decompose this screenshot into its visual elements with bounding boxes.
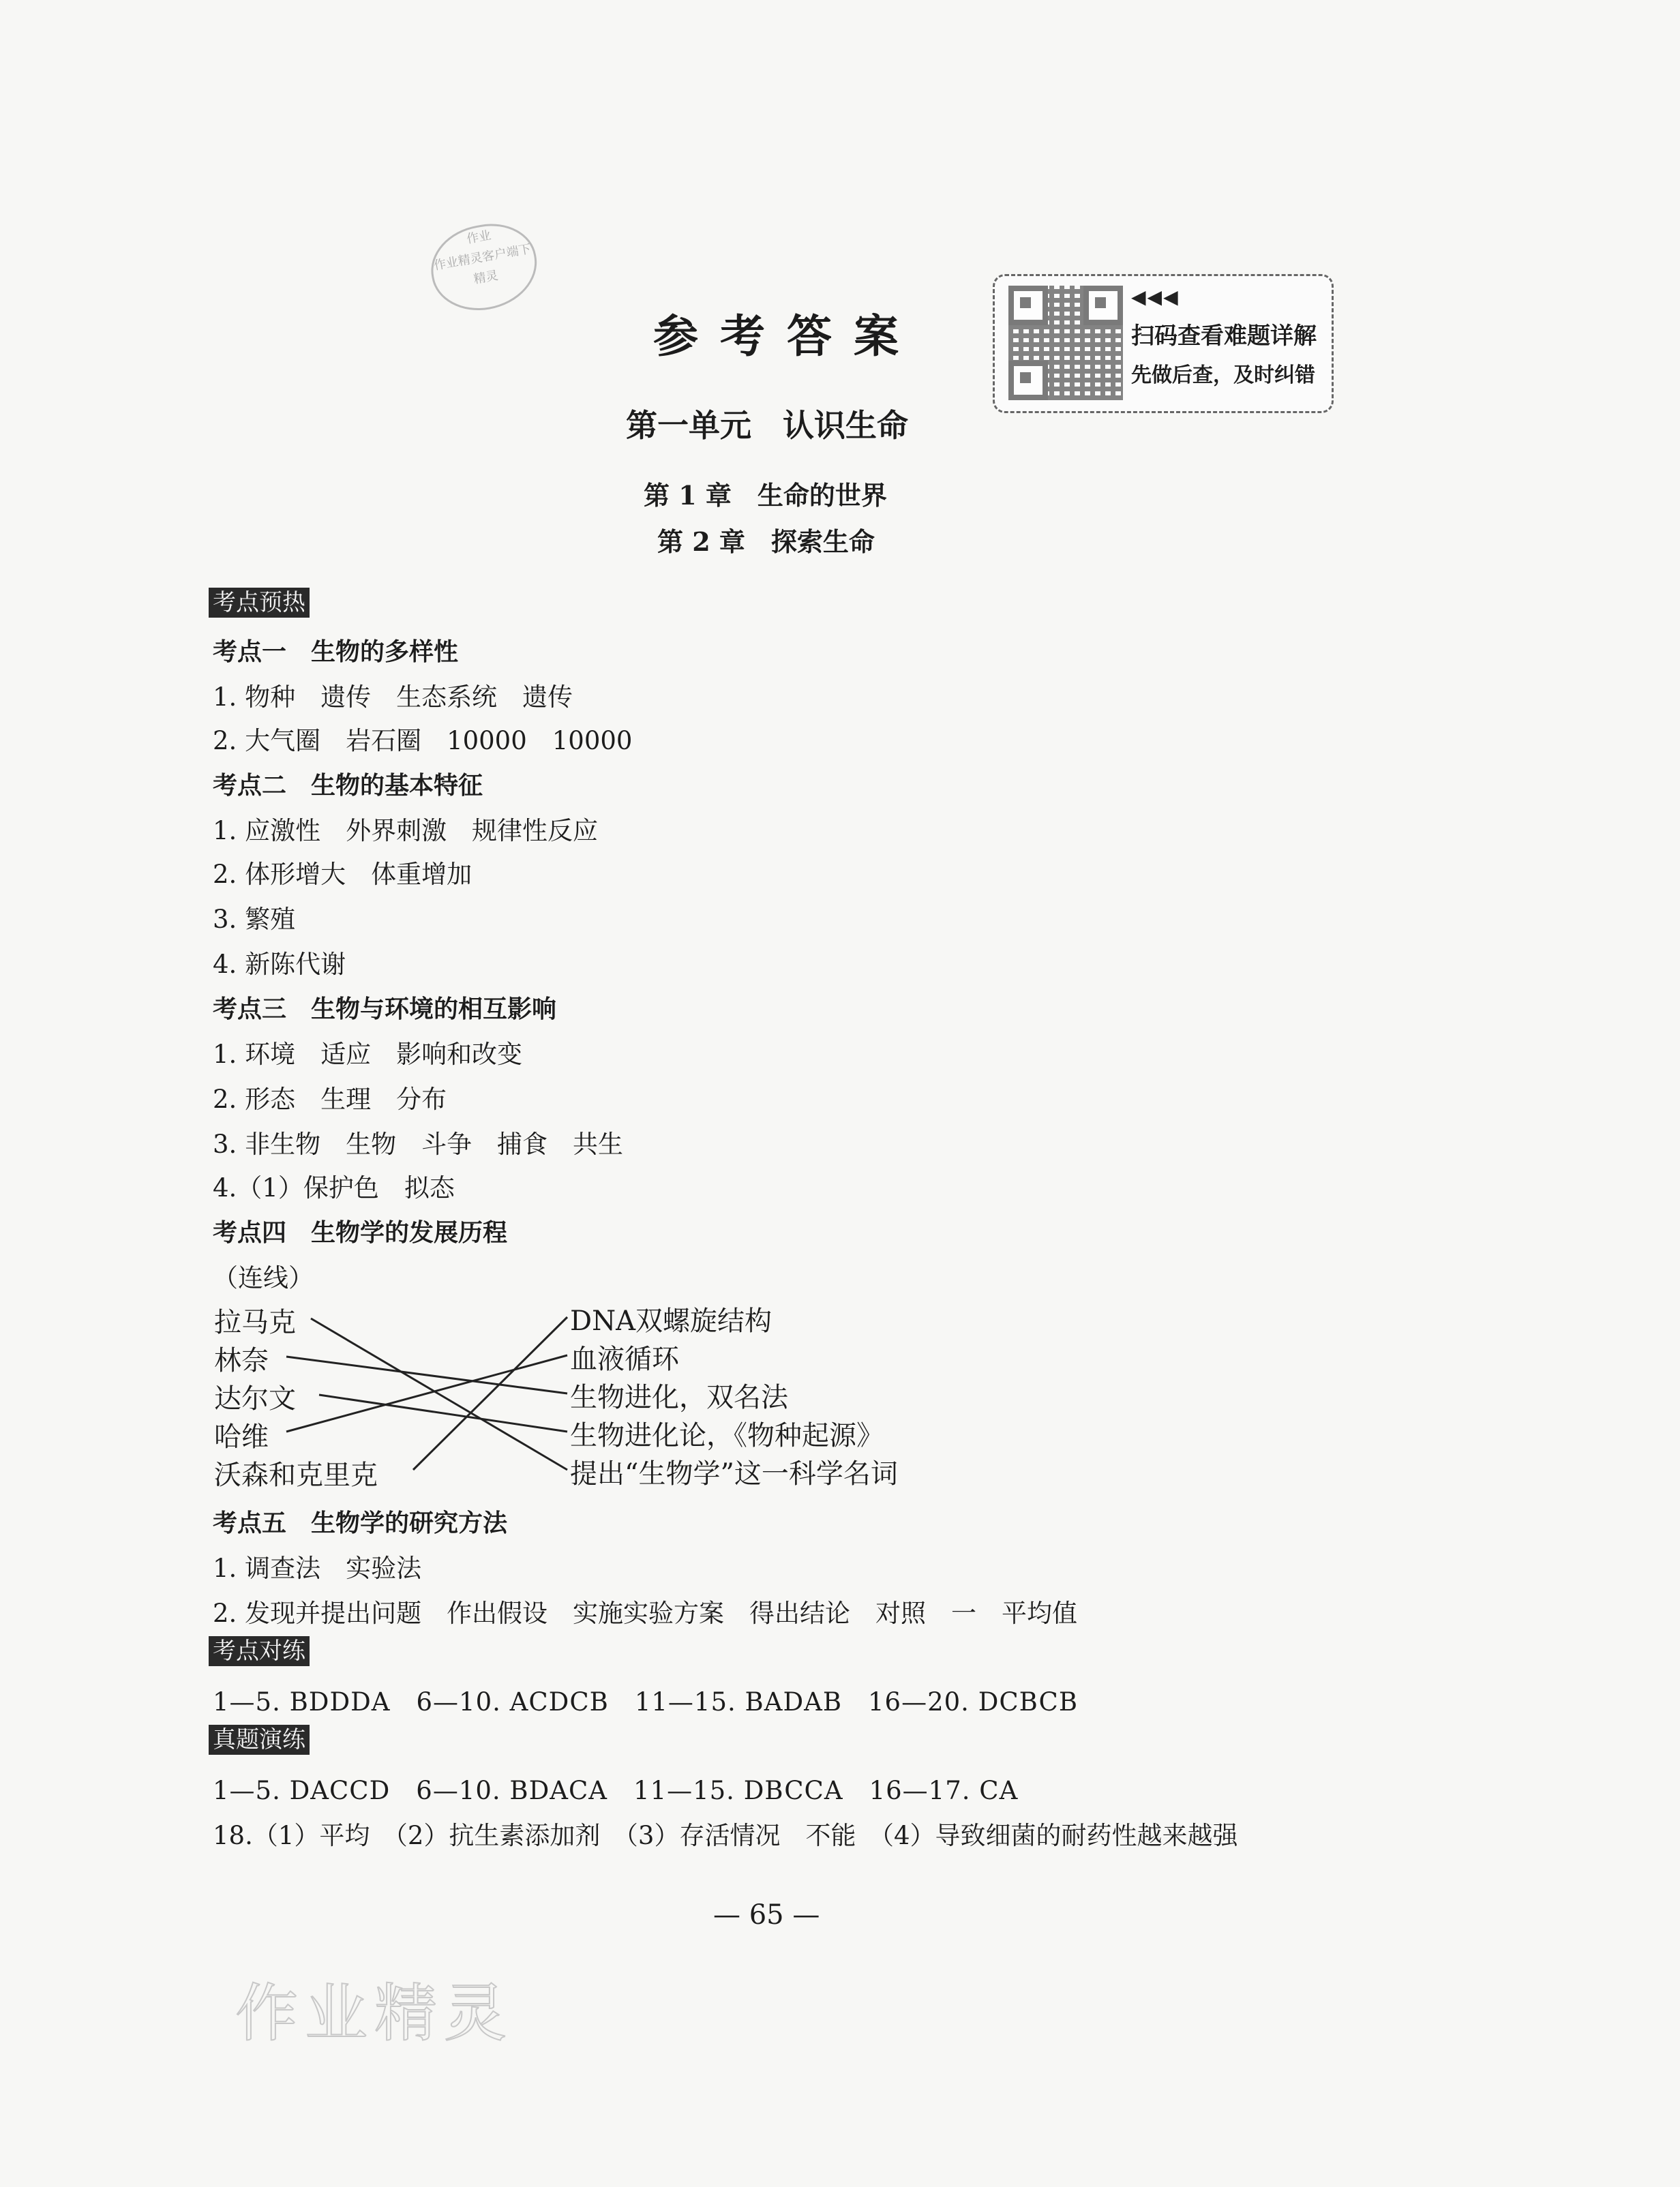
match-line-lamarck (311, 1318, 567, 1470)
match-right-item: 提出“生物学”这一科学名词 (570, 1458, 898, 1490)
kd5-item: 2. 发现并提出问题 作出假设 实施实验方案 得出结论 对照 一 平均值 (213, 1599, 1078, 1628)
unit-heading: 第一单元 认识生命 (626, 407, 908, 444)
practice-answers: 1—5. BDDDA 6—10. ACDCB 11—15. BADAB 16—20. DCBCB (213, 1687, 1079, 1717)
chapter-heading-1: 第 1 章 生命的世界 (644, 480, 887, 511)
qr-caption: 扫码查看难题详解 (1131, 322, 1317, 350)
qr-subcaption: 先做后查，及时纠错 (1131, 363, 1315, 387)
exam-q18: 18.（1）平均 （2）抗生素添加剂 （3）存活情况 不能 （4）导致细菌的耐药性越来越强 (213, 1821, 1238, 1850)
page-title: 参考答案 (653, 310, 920, 363)
match-left-item: 哈维 (214, 1421, 269, 1453)
exam-answers: 1—5. DACCD 6—10. BDACA 11—15. DBCCA 16—17. CA (213, 1776, 1019, 1805)
stamp-line3: 精灵 (472, 268, 500, 287)
kd3-title: 考点三 生物与环境的相互影响 (213, 995, 557, 1023)
kd1-item: 2. 大气圈 岩石圈 10000 10000 (213, 726, 633, 755)
section-label-preheat: 考点预热 (209, 588, 310, 618)
match-left-item: 拉马克 (214, 1307, 296, 1338)
kd3-item: 1. 环境 适应 影响和改变 (213, 1040, 523, 1069)
kd4-note: （连线） (213, 1263, 314, 1293)
stamp-line2: 作业精灵客户端下 (432, 241, 532, 273)
kd2-item: 4. 新陈代谢 (213, 950, 346, 979)
section-label-exam: 真题演练 (209, 1725, 310, 1755)
page-number: — 65 — (713, 1899, 820, 1931)
kd2-item: 3. 繁殖 (213, 905, 296, 934)
watermark: 作业精灵 (235, 1977, 514, 2050)
kd4-title: 考点四 生物学的发展历程 (213, 1219, 508, 1247)
match-line-harvey (286, 1355, 567, 1432)
kd1-item: 1. 物种 遗传 生态系统 遗传 (213, 682, 573, 712)
match-right-item: 血液循环 (570, 1344, 679, 1375)
kd3-item: 2. 形态 生理 分布 (213, 1085, 447, 1114)
section-label-practice: 考点对练 (209, 1636, 310, 1666)
match-right-item: DNA双螺旋结构 (570, 1306, 772, 1337)
arrow-left-icon: ◀◀◀ (1131, 286, 1180, 308)
kd2-item: 2. 体形增大 体重增加 (213, 860, 472, 889)
kd3-item: 3. 非生物 生物 斗争 捕食 共生 (213, 1130, 624, 1159)
match-left-item: 达尔文 (214, 1383, 296, 1415)
stamp-line1: 作业 (465, 228, 492, 247)
kd5-title: 考点五 生物学的研究方法 (213, 1509, 508, 1537)
match-left-item: 沃森和克里克 (214, 1460, 378, 1491)
match-right-item: 生物进化论，《物种起源》 (570, 1420, 884, 1451)
kd1-title: 考点一 生物的多样性 (213, 638, 459, 666)
kd5-item: 1. 调查法 实验法 (213, 1554, 422, 1583)
match-right-item: 生物进化，双名法 (570, 1382, 788, 1413)
kd2-item: 1. 应激性 外界刺激 规律性反应 (213, 816, 599, 845)
match-left-item: 林奈 (214, 1345, 269, 1376)
kd3-item: 4.（1）保护色 拟态 (213, 1173, 455, 1203)
kd2-title: 考点二 生物的基本特征 (213, 772, 483, 800)
chapter-heading-2: 第 2 章 探索生命 (657, 526, 875, 557)
